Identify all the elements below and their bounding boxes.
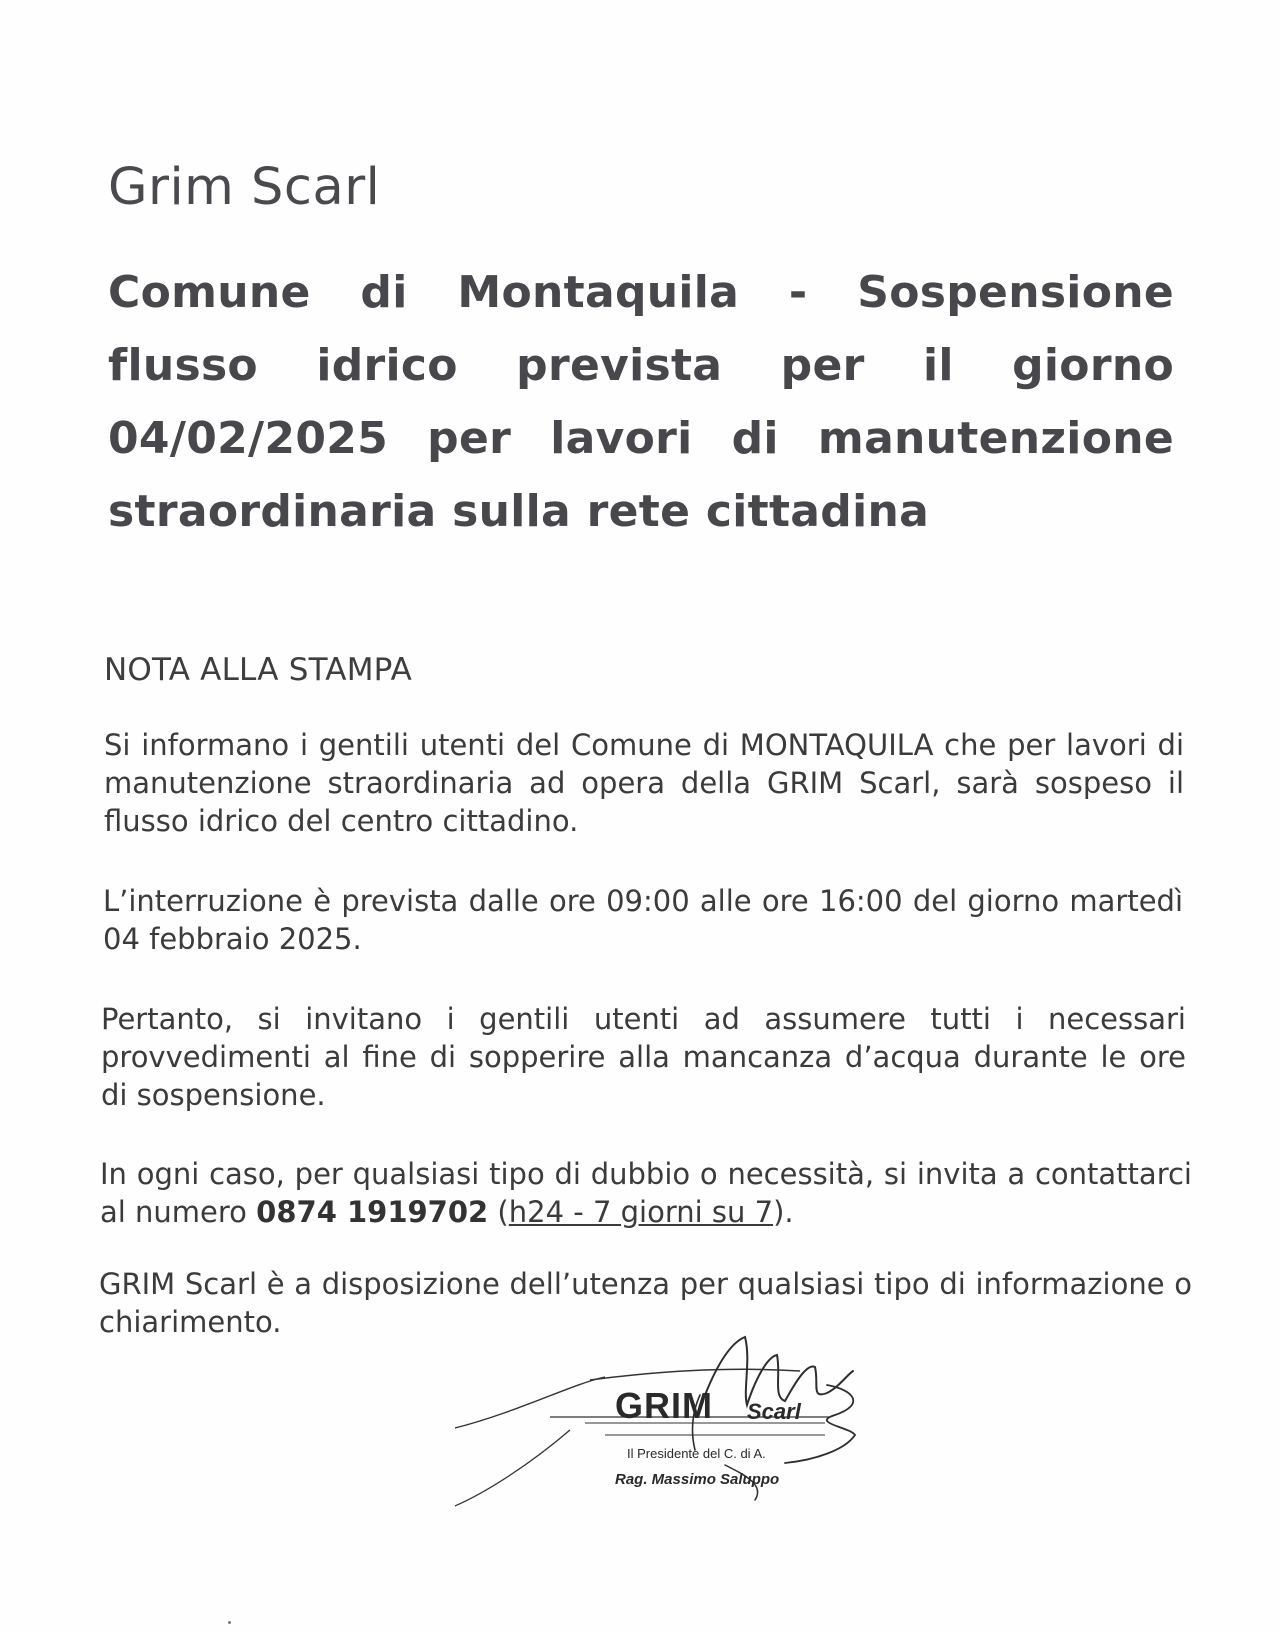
paragraph-advice: Pertanto, si invitano i gentili utenti ad assumere tutti i necessari provvedimenti al fine di sopperire alla mancanza d’acqua durante le ore di sospensione. [101,1002,1186,1112]
stamp-company-suffix: Scarl [747,1399,801,1424]
press-note-label: NOTA ALLA STAMPA [104,652,412,688]
signature-stamp [455,1335,915,1515]
document-headline: Comune di Montaquila - Sospensione flusso idrico prevista per il giorno 04/02/2025 per lavori di manutenzione straordinaria sulla rete cittadina [108,267,1174,537]
paragraph-notice: Si informano i gentili utenti del Comune di MONTAQUILA che per lavori di manutenzione straordinaria ad opera della GRIM Scarl, sarà sospeso il flusso idrico del centro cittadino. [104,728,1184,838]
organization-title: Grim Scarl [108,158,381,217]
stamp-signatory-role: Il Presidente del C. di A. [627,1446,766,1461]
scan-speck [228,1621,231,1624]
contact-phone-number: 0874 1919702 [256,1195,489,1229]
stamp-company-name: GRIM [615,1385,713,1426]
contact-hours: h24 - 7 giorni su 7 [508,1195,774,1229]
contact-paren-close: ). [773,1195,794,1229]
paragraph-interruption-time: L’interruzione è prevista dalle ore 09:00 alle ore 16:00 del giorno martedì 04 febbraio 2025. [103,884,1183,956]
stamp-signatory-name: Rag. Massimo Saluppo [615,1471,780,1488]
contact-paren-open: ( [488,1195,509,1229]
paragraph-contact [100,1155,1192,1231]
contact-text: In ogni caso, per qualsiasi tipo di dubbio o necessità, si invita a contattarci al numero [100,1157,1192,1229]
paragraph-availability: GRIM Scarl è a disposizione dell’utenza per qualsiasi tipo di informazione o chiarimento. [99,1267,1192,1339]
